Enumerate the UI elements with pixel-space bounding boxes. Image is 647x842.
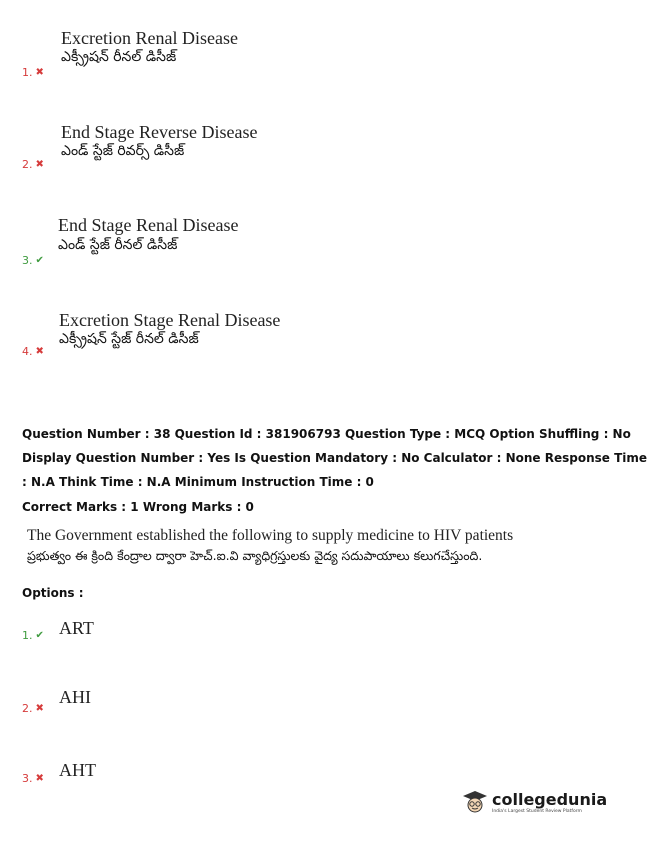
option-number [22, 254, 44, 267]
option-number [22, 772, 44, 785]
wrong-cross-icon: ✖ [35, 66, 44, 78]
question-text-english: The Government established the following to supply medicine to HIV patients [27, 527, 514, 544]
option-text: ART [59, 618, 94, 638]
question-meta-line-1: Question Number : 38 Question Id : 381906793 Question Type : MCQ Option Shuffling : No [22, 427, 631, 441]
option-text: AHI [59, 687, 91, 707]
option-english-text: End Stage Reverse Disease [61, 122, 258, 142]
option-number-label: 2. [22, 158, 33, 171]
wrong-cross-icon: ✖ [35, 772, 44, 784]
option-english-text: End Stage Renal Disease [58, 215, 239, 235]
option-telugu-text: ఎక్స్రీషన్ రీనల్ డిసీజ్ [61, 49, 177, 65]
correct-check-icon: ✔ [35, 254, 44, 266]
option-number-label: 4. [22, 345, 33, 358]
option-number-label: 2. [22, 702, 33, 715]
wrong-cross-icon: ✖ [35, 702, 44, 714]
correct-check-icon: ✔ [35, 629, 44, 641]
option-number [22, 345, 44, 358]
graduate-mascot-icon [462, 789, 488, 815]
collegedunia-logo [462, 789, 607, 815]
option-number [22, 702, 44, 715]
option-text: AHT [59, 760, 96, 780]
logo-name: collegedunia [492, 790, 608, 809]
question-text-telugu: ప్రభుత్వం ఈ క్రింది కేంద్రాల ద్వారా హెచ్.ఐ.వి వ్యాధిగ్రస్తులకు వైద్య సదుపాయాలు కలుగచేస్తుంది. [27, 548, 483, 563]
options-label: Options : [22, 586, 84, 600]
question-marks: Correct Marks : 1 Wrong Marks : 0 [22, 500, 254, 514]
option-telugu-text: ఎండ్ స్టేజ్ రీనల్ డిసీజ్ [58, 237, 178, 253]
question-meta-line-3: : N.A Think Time : N.A Minimum Instruction Time : 0 [22, 475, 374, 489]
logo-tagline: India's Largest Student Review Platform [492, 809, 582, 814]
option-number [22, 629, 44, 642]
option-english-text: Excretion Renal Disease [61, 28, 238, 48]
option-telugu-text: ఎండ్ స్టేజ్ రివర్స్ డిసీజ్ [61, 143, 185, 159]
wrong-cross-icon: ✖ [35, 158, 44, 170]
option-number [22, 66, 44, 79]
wrong-cross-icon: ✖ [35, 345, 44, 357]
option-number [22, 158, 44, 171]
option-english-text: Excretion Stage Renal Disease [59, 310, 281, 330]
option-number-label: 3. [22, 254, 33, 267]
question-meta-line-2: Display Question Number : Yes Is Question Mandatory : No Calculator : None Response Time [22, 451, 647, 465]
option-telugu-text: ఎక్స్రీషన్ స్టేజ్ రీనల్ డిసీజ్ [59, 331, 199, 347]
option-number-label: 1. [22, 66, 33, 79]
option-number-label: 1. [22, 629, 33, 642]
option-number-label: 3. [22, 772, 33, 785]
